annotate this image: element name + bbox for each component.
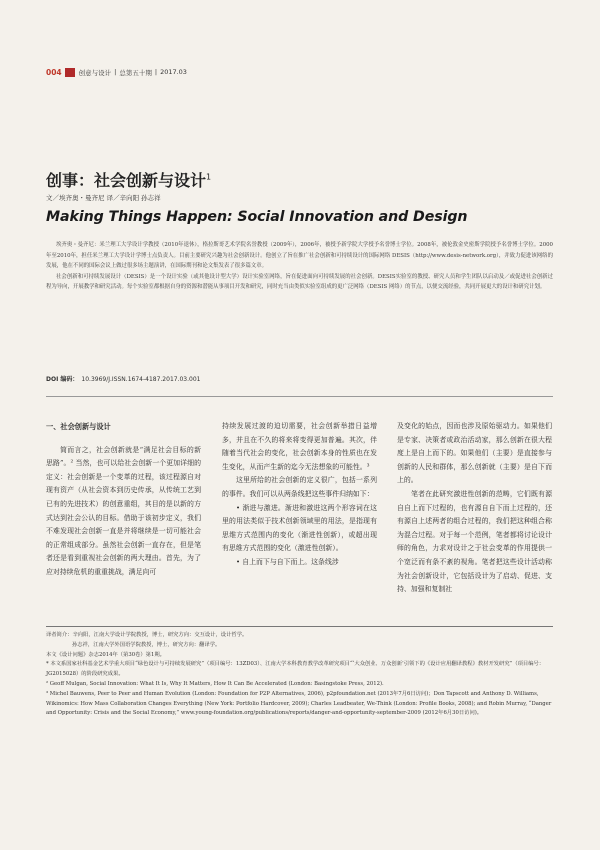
list-item: • 自上而下与自下而上。这条线涉 <box>236 557 339 566</box>
footnote-3: ³ Michel Bauwens, Peer to Peer and Human Evolution (London: Foundation for P2P Alternatives, 2006), p2pfoundation.net (2013年7月6日访问)；Don Tapscott and Anthony D. Williams, Wikinomics: How Mass Collaboration Changes Everything (New York: Portfolio Hardcover, 2009); Charles Leadbeater, We-Think (London: Profile Books, 2008); and Robin Murray, “Danger and Opportunity: Crisis and the Social Economy,” www.young-foundation.org/publications/reports/danger-and-opportunity-september-2009 (2012年6月30日访问)。 <box>46 690 552 717</box>
source-note: 本文《设计问题》杂志2014年（第30卷）第1期。 <box>46 651 165 658</box>
desis-intro: 社会创新和可持续发展设计（DESIS）是一个设计实验（或其他设计型大学）设计实验室网络，旨在促进面向可持续发展的社会创新。DESIS实验室的教授、研究人员和学生团队以启动及／或促进社会创新过程为导向，开展教学和研究活动。每个实验室都根据自身的资源和潜能从事项目开发和研究，同时充当由类似实验室组成的更广泛网络（DESIS 网络）的节点，以便交流经验，共同开展更大的设计和研究计划。 <box>46 273 553 291</box>
title-cn-text: 创事：社会创新与设计 <box>46 171 207 190</box>
running-header <box>46 66 556 78</box>
header-color-block <box>65 68 75 77</box>
article-title-en: Making Things Happen: Social Innovation and Design <box>46 209 468 225</box>
footnote-divider <box>46 626 553 627</box>
header-separator: | <box>154 68 158 76</box>
article-title-cn <box>46 168 211 191</box>
journal-name: 创意与设计 <box>78 68 112 77</box>
footnotes <box>46 631 556 719</box>
author-line: 文／埃齐奥・曼齐尼 译／辛向阳 孙志祥 <box>46 194 161 202</box>
body-column-3 <box>397 420 552 597</box>
body-column-2 <box>222 420 377 570</box>
body-paragraph: 持续发展过渡的迫切需要，社会创新举措日益增多，并且在不久的将来将变得更加普遍。其次，伴随着当代社会的变化，社会创新本身的性质也在发生变化，从而产生新的迄今无法想象的可能性。³ <box>222 422 377 471</box>
doi-code: 10.3969/J.ISSN.1674-4187.2017.03.001 <box>81 376 201 383</box>
body-paragraph: 这里所给的社会创新的定义很广，包括一系列的事件。我们可以从两条线把这些事件归纳如下： <box>222 476 377 498</box>
footnote-2: ² Geoff Mulgan, Social Innovation: What It Is, Why It Matters, How It Can Be Accelerated (London: Basingstoke Press, 2012). <box>46 680 384 687</box>
section-heading: 一、社会创新与设计 <box>46 422 111 431</box>
doi-label: DOI 编码： <box>46 376 79 383</box>
issue-label: 总第五十期 <box>119 68 152 77</box>
translator-note: 孙志祥，江南大学外国语学院教授，博士，研究方向：翻译学。 <box>72 641 221 648</box>
body-paragraph: 及变化的始点，因而也涉及原始驱动力。如果他们是专家、决策者或政治活动家，那么创新在很大程度上是自上而下的。如果他们（主要）是直接参与创新的人民和群体，那么创新就（主要）是自下而上的。 <box>397 422 552 485</box>
title-footnote-mark: 1 <box>206 172 212 182</box>
body-column-1 <box>46 420 201 580</box>
translator-note: 译者简介：辛向阳，江南大学设计学院教授，博士，研究方向：交互设计，设计哲学。 <box>46 632 248 638</box>
section-divider <box>46 396 553 397</box>
body-paragraph: 简而言之，社会创新就是“满足社会目标的新思路”。² 当然，也可以给社会创新一个更加详细的定义：社会创新是一个变革的过程，该过程源自对现有资产（从社会资本到历史传承，从传统工艺到已有的先进技术）的创意重组，其目的是以新的方式达到社会公认的目标。借助于该初步定义，我们不难发现社会创新一直是并将继续是一切可能社会的正常组成部分。虽然社会创新一直存在，但是笔者还是看到重视社会创新的两大理由。首先，为了应对持续危机的重重挑战，满足向可 <box>46 445 201 576</box>
doi-line <box>46 374 200 383</box>
author-abstract <box>46 240 553 293</box>
list-item: • 渐进与激进。渐进和激进这两个形容词在这里的用法类似于技术创新领域里的用法，是指现有思维方式范围内的变化（渐进性创新），或超出现有思维方式范围的变化（激进性创新）。 <box>222 503 377 553</box>
issue-date: 2017.03 <box>160 68 187 76</box>
body-paragraph: 笔者在此研究激进性创新的范畴，它们既有源自自上而下过程的，也有源自自下而上过程的，还有源自上述两者的组合过程的，我们把这种组合称为混合过程。对于每一个范例，笔者都将讨论设计师的角色，力求对设计之于社会变革的作用提供一个宽泛而有条不紊的视角。笔者把这些设计活动称为社会创新设计，它包括设计为了启动、促进、支持、加强和复制社 <box>397 489 552 594</box>
header-separator: | <box>114 68 117 76</box>
funding-note: * 本文系国家社科基金艺术学重大项目“绿色设计与可持续发展研究”（项目编号：13ZD03）、江南大学本科教育教学改革研究项目“‘大众创业、万众创新’引领下的《设计应用翻译教程》教材开发研究”（项目编号：JG2015028）的阶段研究成果。 <box>46 661 545 678</box>
page-number: 004 <box>46 67 62 77</box>
author-bio: 埃齐奥・曼齐尼：米兰理工大学设计学教授（2010年退休），格拉斯哥艺术学院名誉教授（2009年），2006年，被授予新学院大学授予名誉博士学位。2008年，被伦敦金史密斯学院授予名誉博士学位。2000年至2010年，担任米兰理工大学设计学博士点负责人。目前主要研究兴趣为社会创新设计。他创立了旨在推广社会创新和可持续设计的国际网络 DESIS（http://www.desis-network.org），并致力促进该网络的发展，他在不同的国际会议上做过很多场主题演讲，在国际期刊和论文集发表了很多篇文章。 <box>46 242 553 270</box>
